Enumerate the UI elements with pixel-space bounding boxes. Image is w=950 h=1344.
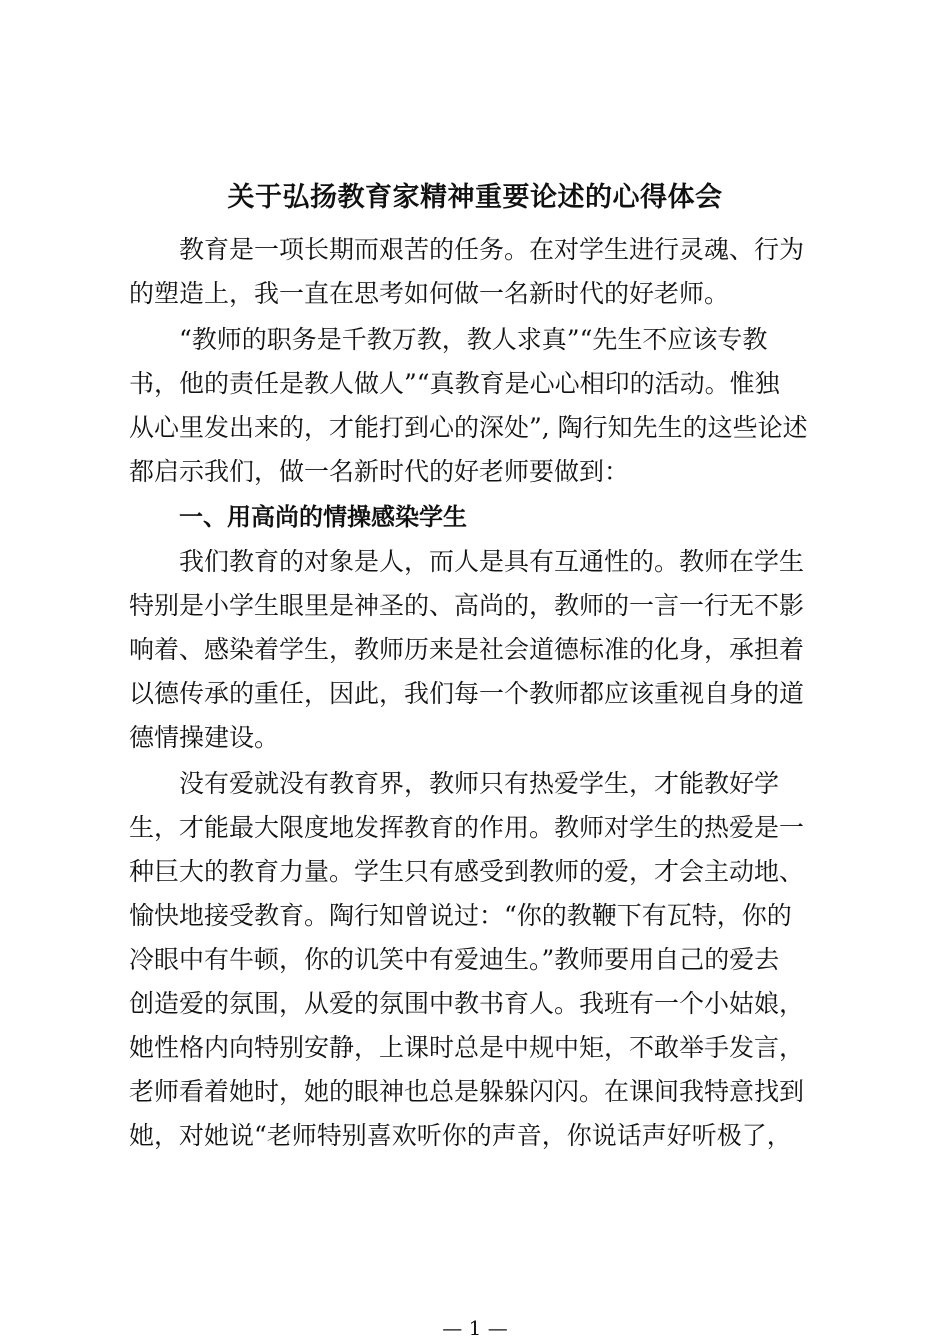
paragraph-4-line-8: 老师看着她时，她的眼神也总是躲躲闪闪。在课间我特意找到 bbox=[129, 1077, 805, 1106]
page-title: 关于弘扬教育家精神重要论述的心得体会 bbox=[227, 182, 723, 213]
paragraph-4-line-5: 冷眼中有牛顿，你的讥笑中有爱迪生。”教师要用自己的爱去 bbox=[129, 945, 780, 974]
paragraph-1-line-1: 教育是一项长期而艰苦的任务。在对学生进行灵魂、行为 bbox=[179, 235, 805, 264]
paragraph-3-line-1: 我们教育的对象是人，而人是具有互通性的。教师在学生 bbox=[179, 547, 805, 576]
paragraph-2-line-4: 都启示我们，做一名新时代的好老师要做到： bbox=[129, 457, 630, 486]
paragraph-4-line-1: 没有爱就没有教育界，教师只有热爱学生，才能教好学 bbox=[179, 769, 780, 798]
paragraph-4-line-6: 创造爱的氛围，从爱的氛围中教书育人。我班有一个小姑娘， bbox=[129, 989, 805, 1018]
paragraph-4-line-7: 她性格内向特别安静，上课时总是中规中矩，不敢举手发言， bbox=[129, 1033, 805, 1062]
paragraph-4-line-3: 种巨大的教育力量。学生只有感受到教师的爱，才会主动地、 bbox=[129, 857, 805, 886]
paragraph-3-line-5: 德情操建设。 bbox=[129, 723, 280, 752]
paragraph-2-line-1: “教师的职务是千教万教，教人求真”“先生不应该专教 bbox=[179, 325, 768, 354]
paragraph-3-line-4: 以德传承的重任，因此，我们每一个教师都应该重视自身的道 bbox=[129, 679, 805, 708]
paragraph-3-line-2: 特别是小学生眼里是神圣的、高尚的，教师的一言一行无不影 bbox=[129, 591, 805, 620]
paragraph-3-line-3: 响着、感染着学生，教师历来是社会道德标准的化身，承担着 bbox=[129, 635, 805, 664]
paragraph-4-line-2: 生，才能最大限度地发挥教育的作用。教师对学生的热爱是一 bbox=[129, 813, 805, 842]
paragraph-4-line-9: 她，对她说“老师特别喜欢听你的声音，你说话声好听极了， bbox=[129, 1121, 792, 1150]
paragraph-2-line-3: 从心里发出来的，才能打到心的深处”, 陶行知先生的这些论述 bbox=[129, 413, 808, 442]
paragraph-2-line-2: 书，他的责任是教人做人”“真教育是心心相印的活动。惟独 bbox=[129, 369, 780, 398]
section-heading-1: 一、用高尚的情操感染学生 bbox=[179, 503, 467, 531]
paragraph-4-line-4: 愉快地接受教育。陶行知曾说过：“你的教鞭下有瓦特，你的 bbox=[129, 901, 792, 930]
page-number: — 1 — bbox=[442, 1316, 508, 1340]
paragraph-1-line-2: 的塑造上，我一直在思考如何做一名新时代的好老师。 bbox=[129, 279, 730, 308]
